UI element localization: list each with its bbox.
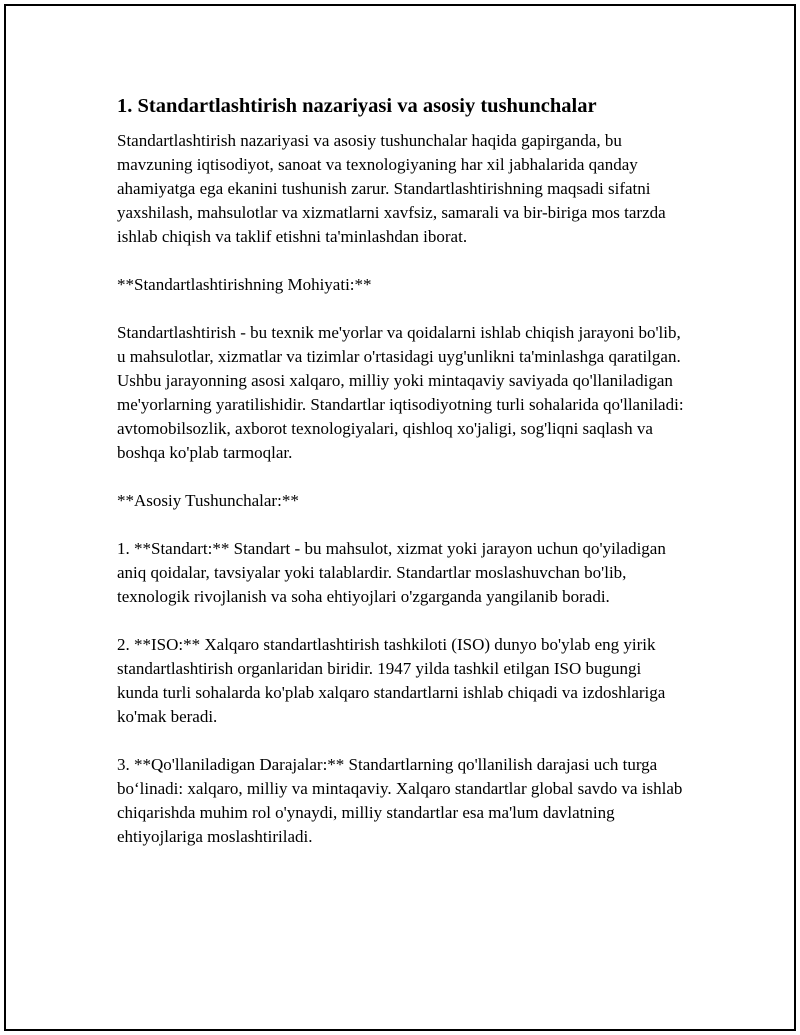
paragraph-heading-tushunchalar: **Asosiy Tushunchalar:** (117, 491, 299, 510)
paragraph-heading-mohiyati: **Standartlashtirishning Mohiyati:** (117, 275, 372, 294)
paragraph-mohiyati: Standartlashtirish - bu texnik me'yorlar va qoidalarni ishlab chiqish jarayoni bo'lib, u mahsulotlar, xizmatlar va tizimlar o'rtasidagi uyg'unlikni ta'minlashga qaratilgan. Ushbu jarayonning asosi xalqaro, milliy yoki mintaqaviy saviyada qo'llaniladigan me'yorlarning yaratilishidir. Standartlar iqtisodiyotning turli sohalarida qo'llaniladi: avtomobilsozlik, axborot texnologiyalari, qishloq xo'jaligi, sog'liqni saqlash va boshqa ko'plab tarmoqlar. (117, 323, 684, 462)
paragraph-item-iso: 2. **ISO:** Xalqaro standartlashtirish tashkiloti (ISO) dunyo bo'ylab eng yirik standartlashtirish organlaridan biridir. 1947 yilda tashkil etilgan ISO bugungi kunda turli sohalarda ko'plab xalqaro standartlarni ishlab chiqadi va izdoshlariga ko'mak beradi. (117, 635, 666, 726)
document-body (117, 93, 687, 873)
paragraph-intro: Standartlashtirish nazariyasi va asosiy tushunchalar haqida gapirganda, bu mavzuning iqtisodiyot, sanoat va texnologiyaning har xil jabhalarida qanday ahamiyatga ega ekanini tushunish zarur. Standartlashtirishning maqsadi sifatni yaxshilash, mahsulotlar va xizmatlarni xavfsiz, samarali va bir-biriga mos tarzda ishlab chiqish va taklif etishni ta'minlashdan iborat. (117, 131, 666, 246)
document-title: 1. Standartlashtirish nazariyasi va asosiy tushunchalar (117, 95, 597, 117)
paragraph-item-darajalar: 3. **Qo'llaniladigan Darajalar:** Standartlarning qo'llanilish darajasi uch turga bo‘linadi: xalqaro, milliy va mintaqaviy. Xalqaro standartlar global savdo va ishlab chiqarishda muhim rol o'ynaydi, milliy standartlar esa ma'lum davlatning ehtiyojlariga moslashtiriladi. (117, 755, 683, 846)
paragraph-item-standart: 1. **Standart:** Standart - bu mahsulot, xizmat yoki jarayon uchun qo'yiladigan aniq qoidalar, tavsiyalar yoki talablardir. Standartlar moslashuvchan bo'lib, texnologik rivojlanish va soha ehtiyojlari o'zgarganda yangilanib boradi. (117, 539, 666, 606)
